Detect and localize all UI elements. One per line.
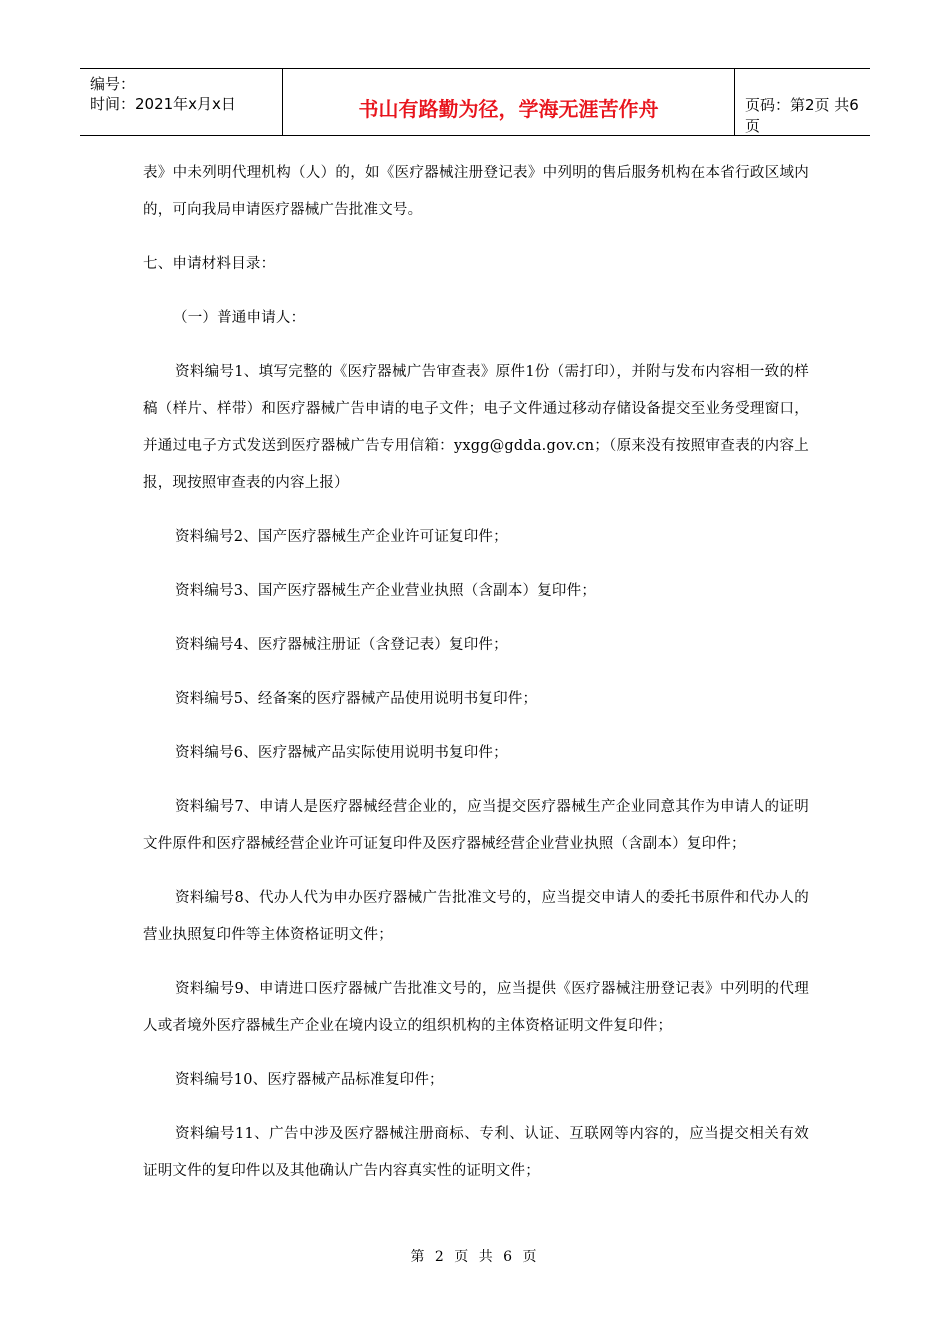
- material-item-10: 资料编号10、医疗器械产品标准复印件；: [175, 1072, 444, 1088]
- document-number-label: 编号：: [90, 75, 136, 93]
- material-item-3: 资料编号3、国产医疗器械生产企业营业执照（含副本）复印件；: [175, 583, 597, 599]
- header-motto-cell: [283, 69, 735, 135]
- material-item-8: 资料编号8、代办人代为申办医疗器械广告批准文号的，应当提交申请人的委托书原件和代办人的营业执照复印件等主体资格证明文件；: [143, 890, 809, 943]
- material-item-9: 资料编号9、申请进口医疗器械广告批准文号的，应当提供《医疗器械注册登记表》中列明的代理人或者境外医疗器械生产企业在境内设立的组织机构的主体资格证明文件复印件；: [143, 981, 809, 1034]
- document-body: [143, 155, 809, 1190]
- material-item-2: 资料编号2、国产医疗器械生产企业许可证复印件；: [175, 529, 508, 545]
- material-item-5: 资料编号5、经备案的医疗器械产品使用说明书复印件；: [175, 691, 538, 707]
- material-item-11: 资料编号11、广告中涉及医疗器械注册商标、专利、认证、互联网等内容的，应当提交相关有效证明文件的复印件以及其他确认广告内容真实性的证明文件；: [143, 1126, 809, 1179]
- section-heading-materials: 七、申请材料目录：: [143, 256, 276, 272]
- header-info-cell: [80, 69, 283, 135]
- header-page-label: 页码：第2页 共6页: [745, 96, 859, 135]
- paragraph-continuation: 表》中未列明代理机构（人）的，如《医疗器械注册登记表》中列明的售后服务机构在本省行政区域内的，可向我局申请医疗器械广告批准文号。: [143, 165, 809, 218]
- subsection-heading-general-applicant: （一）普通申请人：: [173, 310, 306, 326]
- material-item-1: 资料编号1、填写完整的《医疗器械广告审查表》原件1份（需打印），并附与发布内容相一致的样稿（样片、样带）和医疗器械广告申请的电子文件；电子文件通过移动存储设备提交至业务受理窗口，并通过电子方式发送到医疗器械广告专用信箱：yxgg@gdda.gov.cn；（原来没有按照审查表的内容上报，现按照审查表的内容上报）: [143, 364, 809, 491]
- material-item-7: 资料编号7、申请人是医疗器械经营企业的，应当提交医疗器械生产企业同意其作为申请人的证明文件原件和医疗器械经营企业许可证复印件及医疗器械经营企业营业执照（含副本）复印件；: [143, 799, 809, 852]
- material-item-6: 资料编号6、医疗器械产品实际使用说明书复印件；: [175, 745, 508, 761]
- page-footer: 第 2 页 共 6 页: [410, 1249, 540, 1265]
- header-motto: 书山有路勤为径，学海无涯苦作舟: [358, 97, 659, 121]
- header-page-cell: [735, 69, 870, 135]
- material-item-4: 资料编号4、医疗器械注册证（含登记表）复印件；: [175, 637, 508, 653]
- document-date-label: 时间：2021年x月x日: [90, 95, 236, 113]
- document-header: [80, 68, 870, 136]
